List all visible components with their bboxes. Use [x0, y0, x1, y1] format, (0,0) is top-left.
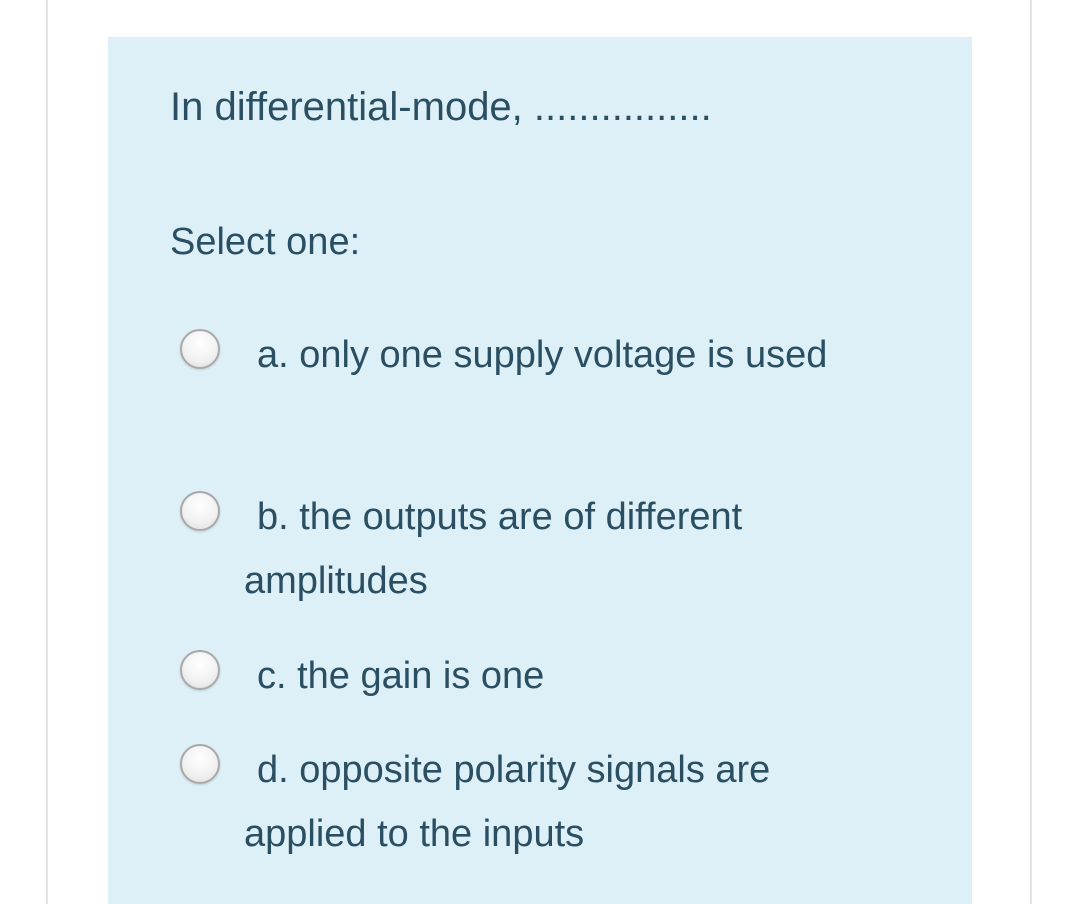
- answer-option-a-label[interactable]: a. only one supply voltage is used: [257, 334, 828, 376]
- radio-button-d[interactable]: [180, 744, 220, 784]
- radio-button-c[interactable]: [180, 650, 220, 690]
- radio-button-b[interactable]: [180, 491, 220, 531]
- question-text: In differential-mode, ................: [170, 85, 712, 129]
- select-one-prompt: Select one:: [170, 221, 361, 263]
- radio-button-a[interactable]: [180, 329, 220, 369]
- answer-option-d-label[interactable]: d. opposite polarity signals are applied to the inputs: [244, 749, 771, 855]
- question-card: [108, 37, 972, 904]
- answer-option-c-label[interactable]: c. the gain is one: [257, 655, 545, 697]
- answer-option-b-label[interactable]: b. the outputs are of different amplitudes: [244, 496, 743, 602]
